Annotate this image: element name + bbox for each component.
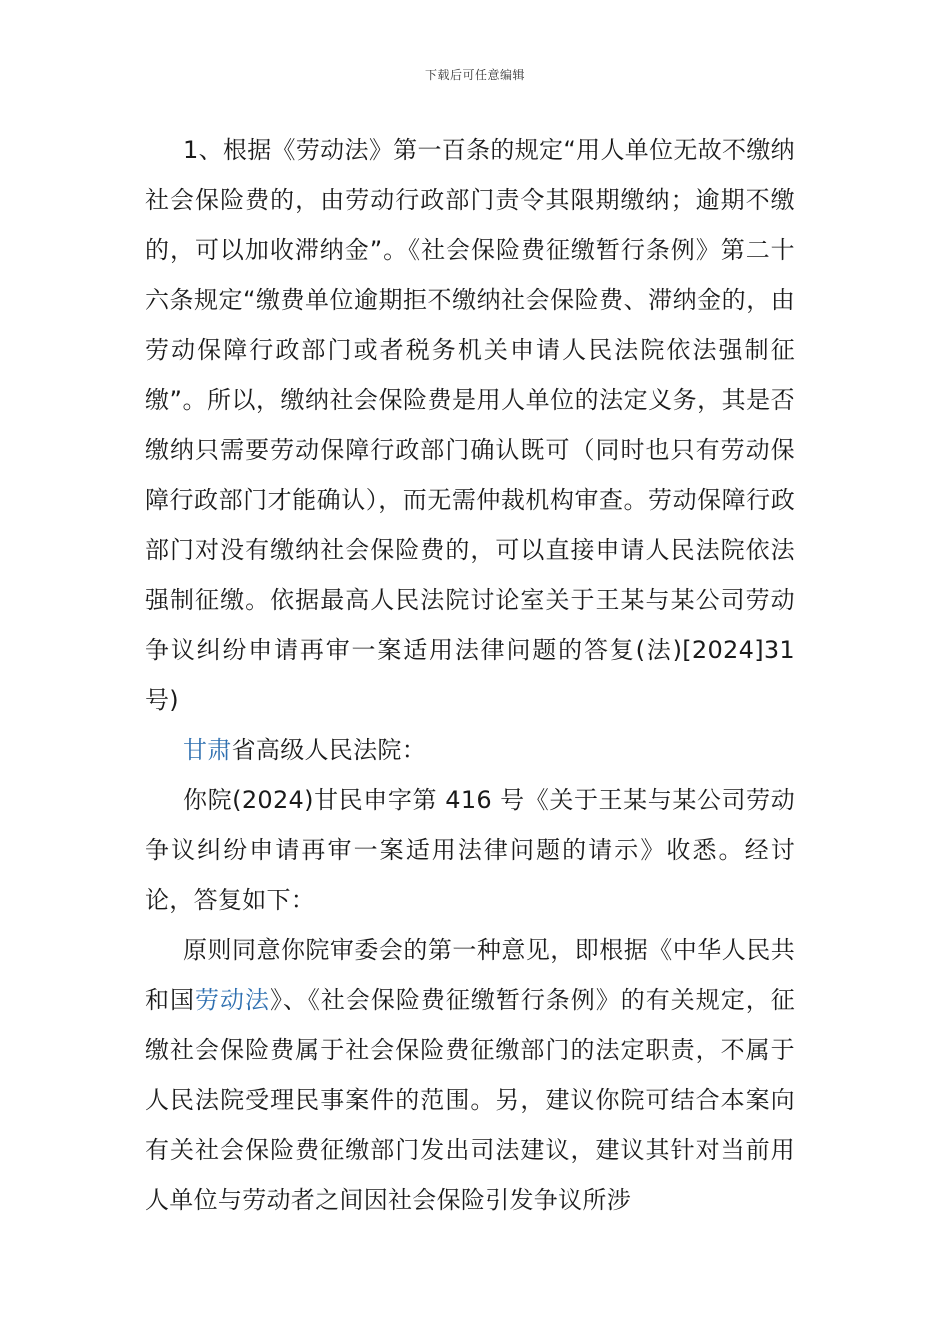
document-body <box>145 125 795 1225</box>
paragraph-legal-basis: 1、根据《劳动法》第一百条的规定“用人单位无故不缴纳社会保险费的，由劳动行政部门责令其限期缴纳；逾期不缴的，可以加收滞纳金”。《社会保险费征缴暂行条例》第二十六条规定“缴费单位逾期拒不缴纳社会保险费、滞纳金的，由劳动保障行政部门或者税务机关申请人民法院依法强制征缴”。所以，缴纳社会保险费是用人单位的法定义务，其是否缴纳只需要劳动保障行政部门确认既可（同时也只有劳动保障行政部门才能确认），而无需仲裁机构审查。劳动保障行政部门对没有缴纳社会保险费的，可以直接申请人民法院依法强制征缴。依据最高人民法院讨论室关于王某与某公司劳动争议纠纷申请再审一案适用法律问题的答复(法)[2024]31 号) <box>145 136 795 714</box>
page-header: 下载后可任意编辑 <box>424 68 525 82</box>
paragraph-addressee <box>145 725 795 775</box>
labor-law-link[interactable]: 劳动法 <box>194 986 270 1014</box>
paragraph-receipt: 你院(2024)甘民申字第 416 号《关于王某与某公司劳动争议纠纷申请再审一案适用法律问题的请示》收悉。经讨论，答复如下： <box>145 786 795 914</box>
paragraph-reply <box>145 925 795 1225</box>
gansu-link[interactable]: 甘肃 <box>183 736 232 764</box>
reply-text-after: 》、《社会保险费征缴暂行条例》的有关规定，征缴社会保险费属于社会保险费征缴部门的法定职责，不属于人民法院受理民事案件的范围。另，建议你院可结合本案向有关社会保险费征缴部门发出司法建议，建议其针对当前用人单位与劳动者之间因社会保险引发争议所涉 <box>145 986 795 1214</box>
reply-text-before: 原则同意你院审委会的第一种意见，即根据《中华人民共和国 <box>145 936 795 1014</box>
addressee-text: 省高级人民法院： <box>231 736 427 764</box>
